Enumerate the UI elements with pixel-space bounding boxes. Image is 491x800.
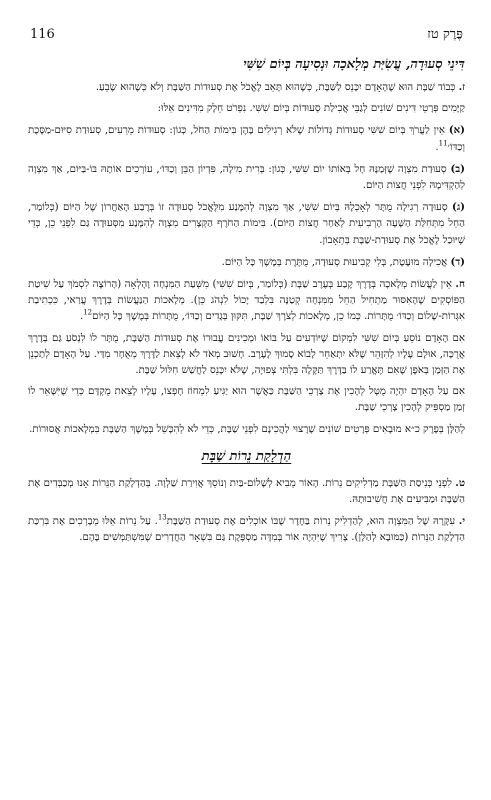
paragraph-text: לִפְנֵי כְּנִיסַת הַשַּׁבָּת מַדְלִיקִים נֵרוֹת. הָאוֹר מֵבִיא לְשָׁלוֹם-בַּיִת וְנוֹסֵךְ אֲוִירַת שַׁלְוָה. בְּהַדְלָקַת הַנֵּרוֹת אָנוּ מְכַבְּדִים אֶת הַשַּׁבָּת וּמַבִּיעִים אֶת חֲשִׁיבוּתָהּ.: [28, 477, 465, 506]
paragraph-details-intro: [28, 101, 465, 117]
paragraph-item-d: [28, 254, 465, 271]
paragraph-10: י. עִקָּרָהּ שֶׁל הַמִּצְוָה הוּא, לְהַדְלִיק נֵרוֹת בַּחֶדֶר שֶׁבּוֹ אוֹכְלִים אֶת סְעוּדַת הַשַּׁבָּת$^{13}$. עַל נֵרוֹת אֵלּוּ מְבָרְכִים אֶת בִּרְכַּת הַדְלָקַת הַנֵּרוֹת (כַּמּוּבָא לְהַלָּן). צָרִיךְ שֶׁיִּהְיֶה אוֹר בְּמִדָּה מַסְפֶּקֶת גַּם בִּשְׁאָר הַחֲדָרִים שֶׁמִּשְׁתַּמְּשִׁים בָּהֶם.: [28, 513, 465, 544]
footnote-ref: 13: [157, 513, 167, 522]
page-header: [30, 26, 463, 42]
paragraph-text: סְעוּדַת מִצְוָה שֶׁזְּמַנָּהּ חָל בְּאוֹתוֹ יוֹם שִׁשִּׁי, כְּגוֹן: בְּרִית מִילָה, פִּדְיוֹן הַבֵּן וְכַדּוֹ׳, עוֹרְכִים אוֹתָהּ בּוֹ-בַּיּוֹם, אַךְ מִצְוָה לְהַקְדִּימָהּ לִפְנֵי חֲצוֹת הַיּוֹם.: [28, 163, 465, 192]
paragraph-item-b: [28, 161, 465, 194]
section-title-candles: [28, 448, 465, 464]
paragraph-text: אֵין לַעֲשׂוֹת מְלָאכָה בְּדֶרֶךְ קֶבַע בְּעֶרֶב שַׁבָּת (כְּלוֹמַר, בְּיוֹם שִׁשִּׁי) מִשְּׁעַת הַמִּנְחָה וָהָלְאָה (הָרוֹצֶה לִסְמֹךְ עַל שִׁיטַת הַפּוֹסְקִים שֶׁהָאִסּוּר מַתְחִיל הַחֵל מִמִּנְחָה קְטַנָּה בִּלְבַד יָכוֹל לִנְהֹג כֵּן). מְלָאכוֹת הַנַּעֲשׂוֹת בְּדֶרֶךְ עֲרַאי, כִּכְתִיבַת אִגְּרוֹת-שָׁלוֹם וְכַדּוֹ׳ מֻתָּרוֹת. כְּמוֹ כֵן, מְלָאכוֹת לְצֹרֶךְ שַׁבָּת, תִּקּוּן בְּגָדִים וְכַדּוֹ׳, מֻתָּרוֹת בְּמֶשֶׁךְ כָּל הַיּוֹם: [28, 279, 465, 323]
footnote-ref: 11: [438, 139, 448, 148]
paragraph-mark: (ב): [450, 162, 465, 175]
paragraph-text: קַיָּמִים פְּרָטֵי דִּינִים שׁוֹנִים לְגַבֵּי אֲכִילַת סְעוּדוֹת בְּיוֹם שִׁשִּׁי. נִפְרֹט חֵלֶק מִדִּינִים אֵלּוּ:: [157, 103, 465, 115]
paragraph-text: סְעוּדָה רְגִילָה מֻתָּר לְאָכְלָהּ בְּיוֹם שִׁשִּׁי, אַךְ מִצְוָה לְהִמָּנַע מִלֶּאֱכֹל סְעוּדָה זוֹ בְּרֶבַע הָאַחֲרוֹן שֶׁל הַיּוֹם (כְּלוֹמַר, הַחֵל מִתְּחִלַּת הַשָּׁעָה הָרְבִיעִית לְאַחַר חֲצוֹת הַיּוֹם). בִּימוֹת הַחֹרֶף הַקְּצָרִים מִצְוָה לְהִמָּנַע מִסְּעוּדָה גַּם לִפְנֵי כֵן, כְּדֵי שֶׁיּוּכַל לֶאֱכֹל אֶת סְעוּדַת-שַׁבָּת בְּתֵאָבוֹן.: [28, 202, 465, 246]
footnote-ref: 12: [83, 309, 93, 318]
paragraph-7: [28, 79, 465, 96]
paragraph-text: אִם הָאָדָם נוֹסֵעַ בְּיוֹם שִׁשִּׁי לִמְקוֹם שֶׁיּוֹדְעִים עַל בּוֹאוֹ וּמְכִינִים עֲבוּרוֹ אֶת סְעוּדוֹת הַשַּׁבָּת, מֻתָּר לוֹ לִנְסֹעַ גַּם בְּדֶרֶךְ אֲרֻכָּה, אוּלָם עָלָיו לְהִזָּהֵר שֶׁלֹּא יִתְאַחֵר לָבוֹא סָמוּךְ לָעֶרֶב. חָשׁוּב מְאֹד לֹא לָצֵאת לַדֶּרֶךְ מְאֻחָר מִדַּי. עַל הָאָדָם לְתַכְנֵן אֶת הַזְּמַן בְּאֹפֶן שֶׁאִם תֶּאֱרַע לוֹ בַּדֶּרֶךְ תַּקָּלָה בִּלְתִּי צְפוּיָה, שֶׁלֹּא יִכָּנֵס לַחֲשַׁשׁ חִלּוּל שַׁבָּת.: [28, 332, 465, 377]
paragraph-9: [28, 475, 465, 508]
section-title-meals: דִּינֵי סְעוּדָה, עֲשִׂיַּת מְלָאכָה וּנְסִיעָה בְּיוֹם שִׁשִּׁי: [243, 57, 465, 72]
section-title-text: הַדְלָקַת נֵרוֹת שַׁבָּת: [201, 448, 292, 464]
paragraph-preparation: [28, 384, 465, 416]
paragraph-mark: (א): [448, 124, 465, 137]
paragraph-item-c: [28, 199, 465, 249]
paragraph-text: עַל נֵרוֹת אֵלּוּ מְבָרְכִים אֶת בִּרְכַּת הַדְלָקַת הַנֵּרוֹת (כַּמּוּבָא לְהַלָּן). צָרִיךְ שֶׁיִּהְיֶה אוֹר בְּמִדָּה מַסְפֶּקֶת גַּם בִּשְׁאָר הַחֲדָרִים שֶׁמִּשְׁתַּמְּשִׁים בָּהֶם.: [28, 516, 465, 544]
paragraph-mark: (ד): [450, 255, 465, 268]
paragraph-mark: ח.: [455, 278, 465, 291]
paragraph-8: ח. אֵין לַעֲשׂוֹת מְלָאכָה בְּדֶרֶךְ קֶבַע בְּעֶרֶב שַׁבָּת (כְּלוֹמַר, בְּיוֹם שִׁשִּׁי) מִשְּׁעַת הַמִּנְחָה וָהָלְאָה (הָרוֹצֶה לִסְמֹךְ עַל שִׁיטַת הַפּוֹסְקִים שֶׁהָאִסּוּר מַתְחִיל הַחֵל מִמִּנְחָה קְטַנָּה בִּלְבַד יָכוֹל לִנְהֹג כֵּן). מְלָאכוֹת הַנַּעֲשׂוֹת בְּדֶרֶךְ עֲרַאי, כִּכְתִיבַת אִגְּרוֹת-שָׁלוֹם וְכַדּוֹ׳ מֻתָּרוֹת. כְּמוֹ כֵן, מְלָאכוֹת לְצֹרֶךְ שַׁבָּת, תִּקּוּן בְּגָדִים וְכַדּוֹ׳, מֻתָּרוֹת בְּמֶשֶׁךְ כָּל הַיּוֹם$^{12}$.: [28, 278, 465, 323]
chapter-label: פֶּרֶק טז: [427, 27, 463, 42]
paragraph-text: עִקָּרָהּ שֶׁל הַמִּצְוָה הוּא, לְהַדְלִיק נֵרוֹת בַּחֶדֶר שֶׁבּוֹ אוֹכְלִים אֶת סְעוּדַת הַשַּׁבָּת: [166, 516, 456, 528]
paragraph-mark: ז.: [458, 81, 465, 93]
paragraph-mark: ט.: [455, 476, 465, 489]
paragraph-travel: [28, 331, 465, 380]
page-number: 116: [30, 27, 55, 42]
paragraph-text: אִם עַל הָאָדָם יִהְיֶה מֻטָּל לְהָכִין אֶת צָרְכֵי הַשַּׁבָּת כַּאֲשֶׁר הוּא יַגִּיעַ לִמְחוֹז חֶפְצוֹ, עָלָיו לָצֵאת מֻקְדָּם כְּדֵי שֶׁיִּשָּׁאֵר לוֹ זְמַן מַסְפִּיק לְהָכִין צָרְכֵי שַׁבָּת.: [28, 386, 465, 414]
paragraph-chapter-reference: [28, 422, 465, 438]
paragraph-mark: (ג): [452, 201, 466, 214]
paragraph-text: לְהַלָּן בְּפֶרֶק כ״א מוּבָאִים פְּרָטִים שׁוֹנִים שֶׁרָצוּי לַהֲכִינָם לִפְנֵי שַׁבָּת, כְּדֵי לֹא לְהִכָּשֵׁל בְּמֶשֶׁךְ הַשַּׁבָּת בִּמְלָאכוֹת אֲסוּרוֹת.: [29, 423, 465, 435]
paragraph-item-a: (א) אֵין לַעֲרֹךְ בְּיוֹם שִׁשִּׁי סְעוּדוֹת גְּדוֹלוֹת שֶׁלֹּא רְגִילִים בָּהֶן בִּימוֹת הַחֹל, כְּגוֹן: סְעוּדוֹת מֵרֵעִים, סְעוּדַת סִיּוּם-מַסֶּכֶת וְכַדּוֹ׳$^{11}$.: [28, 124, 465, 153]
paragraph-mark: י.: [458, 515, 465, 528]
paragraph-text: אֵין לַעֲרֹךְ בְּיוֹם שִׁשִּׁי סְעוּדוֹת גְּדוֹלוֹת שֶׁלֹּא רְגִילִים בָּהֶן בִּימוֹת הַחֹל, כְּגוֹן: סְעוּדוֹת מֵרֵעִים, סְעוּדַת סִיּוּם-מַסֶּכֶת וְכַדּוֹ׳: [28, 125, 465, 153]
paragraph-text: אֲכִילָה מוּעֶטֶת, בְּלִי קְבִיעוּת סְעוּדָה, מֻתֶּרֶת בְּמֶשֶׁךְ כָּל הַיּוֹם.: [221, 256, 448, 268]
paragraph-text: כְּבוֹד שַׁבָּת הוּא שֶׁהָאָדָם יִכָּנֵס לַשַּׁבָּת, כְּשֶׁהוּא תָּאֵב לֶאֱכֹל אֶת סְעוּדוֹת הַשַּׁבָּת וְלֹא כְּשֶׁהוּא שָׂבֵעַ.: [95, 82, 456, 93]
